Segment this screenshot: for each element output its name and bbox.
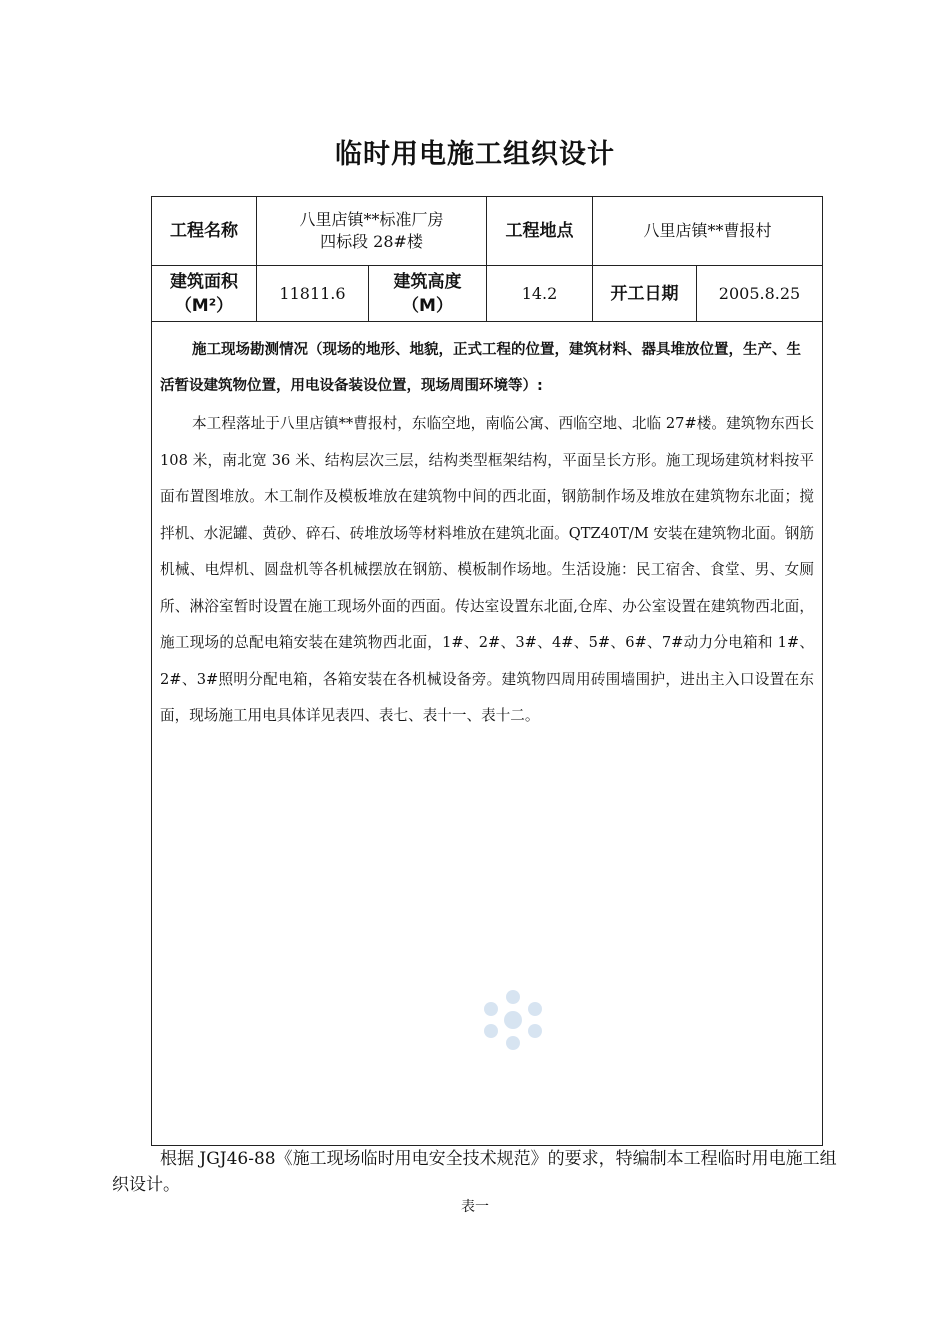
- location-label: 工程地点: [505, 221, 574, 241]
- height-label-line2: （M）: [402, 295, 453, 316]
- location-value: 八里店镇**曹报村: [643, 221, 772, 240]
- basis-paragraph: 根据 JGJ46-88《施工现场临时用电安全技术规范》的要求，特编制本工程临时用电施工组织设计。: [112, 1149, 837, 1195]
- height-value: 14.2: [521, 283, 558, 303]
- start-date-label: 开工日期: [610, 283, 679, 304]
- page-title: 临时用电施工组织设计: [335, 139, 615, 170]
- area-label-line2: （M²）: [174, 295, 234, 316]
- height-label-line1: 建筑高度: [393, 271, 462, 292]
- project-name-line1: 八里店镇**标准厂房: [299, 210, 444, 229]
- area-value: 11811.6: [279, 283, 346, 303]
- project-name-line2: 四标段 28#楼: [320, 232, 423, 251]
- project-name-value: [257, 197, 486, 265]
- survey-body: 本工程落址于八里店镇**曹报村，东临空地，南临公寓、西临空地、北临 27#楼。建筑物东西长 108 米，南北宽 36 米、结构层次三层，结构类型框架结构，平面呈长方形。施工现场建筑材料按平面布置图堆放。木工制作及模板堆放在建筑物中间的西北面，钢筋制作场及堆放在建筑物东北面；搅拌机、水泥罐、黄砂、碎石、砖堆放场等材料堆放在建筑北面。QTZ40T/M 安装在建筑物北面。钢筋机械、电焊机、圆盘机等各机械摆放在钢筋、模板制作场地。生活设施：民工宿舍、食堂、男、女厕所、淋浴室暂时设置在施工现场外面的西面。传达室设置东北面,仓库、办公室设置在建筑物西北面，施工现场的总配电箱安装在建筑物西北面，1#、2#、3#、4#、5#、6#、7#动力分电箱和 1#、2#、3#照明分配电箱，各箱安装在各机械设备旁。建筑物四周用砖围墙围护，进出主入口设置在东面，现场施工用电具体详见表四、表七、表十一、表十二。: [160, 415, 814, 724]
- project-name-label: 工程名称: [170, 221, 238, 241]
- area-label-line1: 建筑面积: [170, 271, 238, 292]
- start-date-value: 2005.8.25: [718, 283, 801, 303]
- area-label: [152, 266, 256, 321]
- height-label: [369, 266, 486, 321]
- table-caption: 表一: [461, 1199, 489, 1215]
- snowflake-watermark-icon: [478, 985, 548, 1055]
- survey-heading: 施工现场勘测情况（现场的地形、地貌，正式工程的位置，建筑材料、器具堆放位置，生产、生活暂设建筑物位置，用电设备装设位置，现场周围环境等）:: [160, 342, 801, 394]
